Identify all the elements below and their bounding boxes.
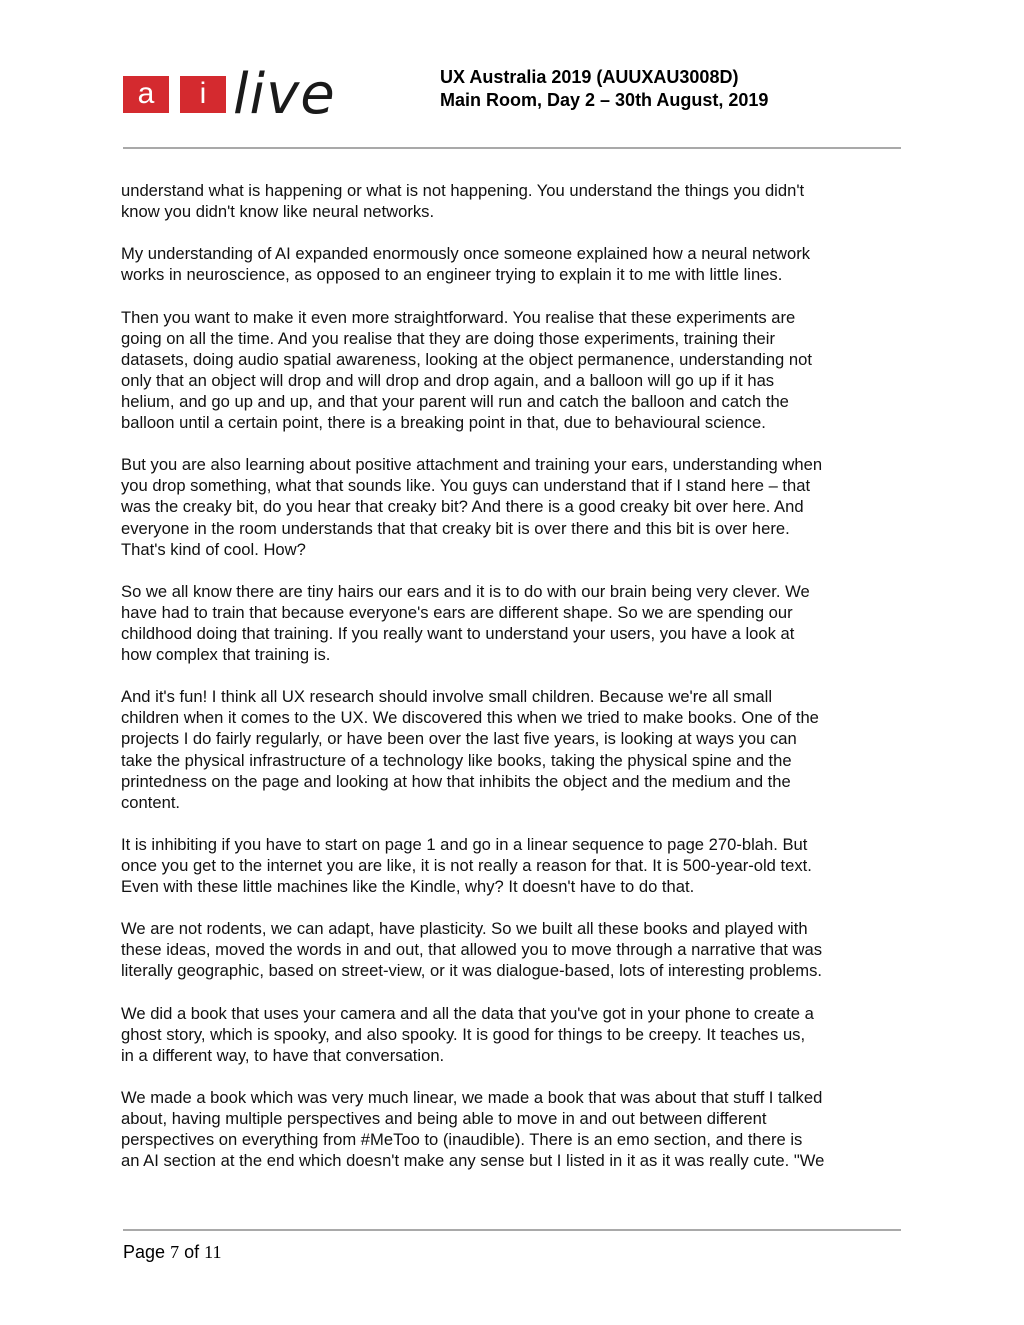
total-pages: 11 bbox=[204, 1242, 222, 1262]
event-title-line-2: Main Room, Day 2 – 30th August, 2019 bbox=[440, 90, 769, 110]
of-label: of bbox=[184, 1242, 200, 1262]
page-number bbox=[123, 1240, 221, 1264]
paragraph: But you are also learning about positive attachment and training your ears, understanding when you drop something, what that sounds like. You guys can understand that if I stand here – that was the creaky bit, do you hear that creaky bit? And there is a good creaky bit over here. And everyone in the room understands that that creaky bit is over there and this bit is over here. That's kind of cool. How? bbox=[121, 455, 823, 559]
paragraph: It is inhibiting if you have to start on page 1 and go in a linear sequence to page 270-blah. But once you get to the internet you are like, it is not really a reason for that. It is 500-year-old text. Even with these little machines like the Kindle, why? It doesn't have to do that. bbox=[121, 834, 812, 897]
transcript-body bbox=[121, 180, 911, 1193]
paragraph: So we all know there are tiny hairs our ears and it is to do with our brain being very clever. We have had to train that because everyone's ears are different shape. So we are spending our childhood doing that training. If you really want to understand your users, you have a look at how complex that training is. bbox=[121, 581, 810, 665]
paragraph: We made a book which was very much linear, we made a book that was about that stuff I talked about, having multiple perspectives and being able to move in and out between different perspectives on everything from #MeToo to (inaudible). There is an emo section, and there is an AI section at the end which doesn't make any sense but I listed in it as it was really cute. "We bbox=[121, 1088, 825, 1171]
event-title bbox=[440, 66, 940, 112]
logo-live-text: live bbox=[233, 62, 336, 127]
header-divider bbox=[123, 147, 901, 149]
paragraph: We did a book that uses your camera and all the data that you've got in your phone to create a ghost story, which is spooky, and also spooky. It is good for things to be creepy. It teaches us, in a different way, to have that conversation. bbox=[121, 1003, 814, 1065]
logo-letter-a: a bbox=[123, 76, 169, 113]
paragraph: We are not rodents, we can adapt, have plasticity. So we built all these books and played with these ideas, moved the words in and out, that allowed you to move through a narrative that was literally geographic, based on street-view, or it was dialogue-based, lots of interesting problems. bbox=[121, 919, 823, 981]
paragraph: My understanding of AI expanded enormously once someone explained how a neural network works in neuroscience, as opposed to an engineer trying to explain it to me with little lines. bbox=[121, 244, 811, 285]
paragraph: And it's fun! I think all UX research should involve small children. Because we're all small children when it comes to the UX. We discovered this when we tried to make books. One of the projects I do fairly regularly, or have been over the last five years, is looking at ways you can take the physical infrastructure of a technology like books, taking the physical spine and the printedness on the page and looking at how that inhibits the object and the medium and the content. bbox=[121, 687, 819, 812]
paragraph: Then you want to make it even more straightforward. You realise that these experiments are going on all the time. And you realise that they are doing those experiments, training their datasets, doing audio spatial awareness, looking at the object permanence, understanding not only that an object will drop and will drop and drop again, and a balloon will go up if it has helium, and go up and up, and that your parent will run and catch the balloon and catch the balloon until a certain point, there is a breaking point in that, due to behavioural science. bbox=[121, 307, 812, 433]
event-title-line-1: UX Australia 2019 (AUUXAU3008D) bbox=[440, 67, 739, 87]
page-header bbox=[0, 0, 1024, 160]
logo-letter-i: i bbox=[180, 76, 226, 113]
footer-divider bbox=[123, 1229, 901, 1231]
ai-live-logo bbox=[123, 62, 353, 132]
current-page: 7 bbox=[170, 1242, 180, 1262]
paragraph: understand what is happening or what is not happening. You understand the things you didn't know you didn't know like neural networks. bbox=[121, 181, 805, 222]
page-label: Page bbox=[123, 1242, 166, 1262]
